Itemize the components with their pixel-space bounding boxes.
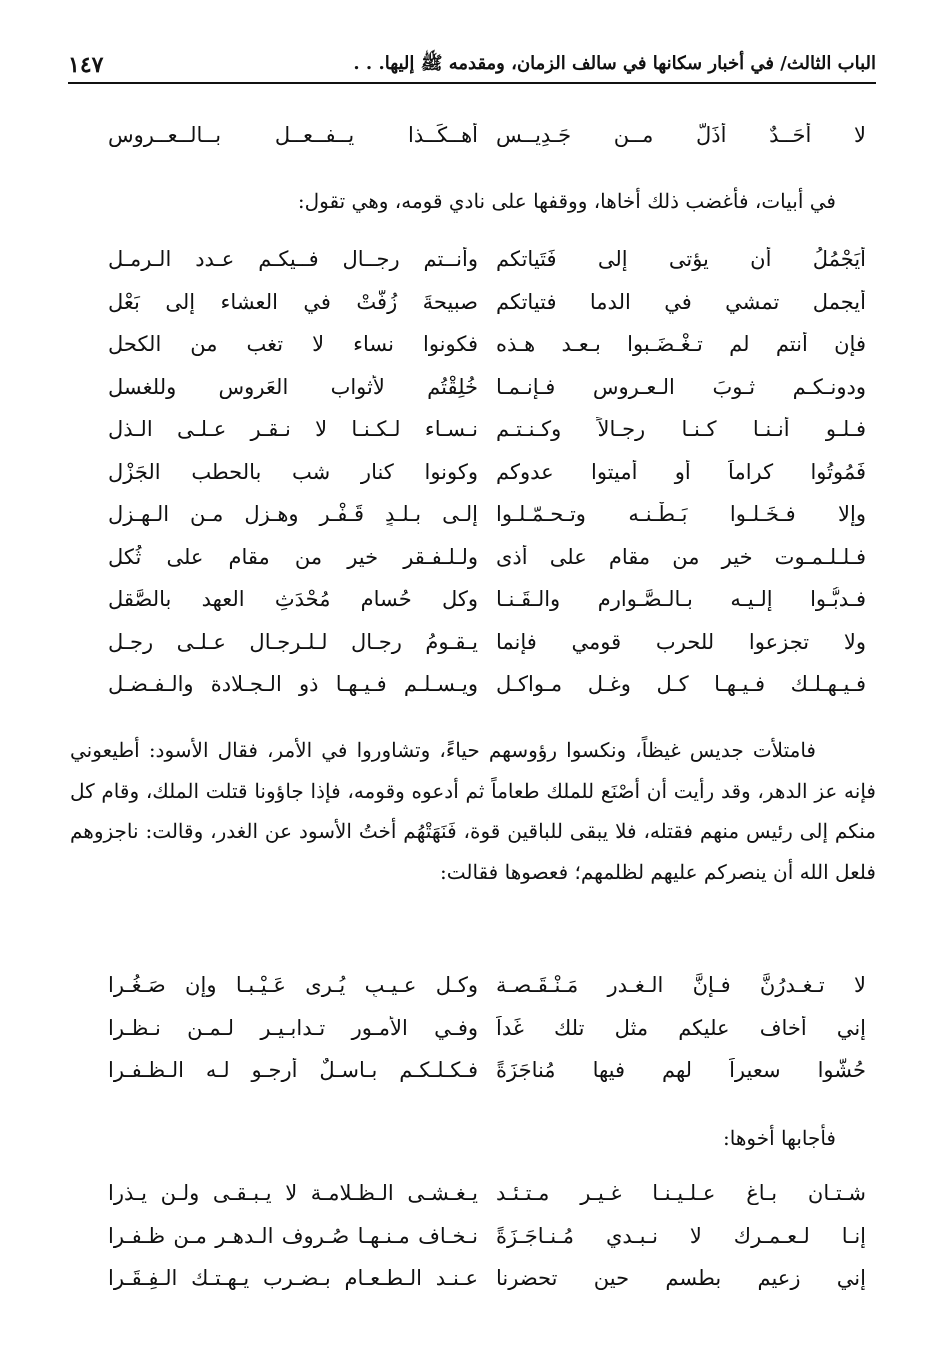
verse-second-hemistich: وكل حُسام مُحْدَثِ العهد بالصَّقلِ [108,587,478,612]
poem-1 [70,238,876,706]
verse-first-hemistich: فإن أنتم لم تـغْـضَـبوا بـعـد هـذه [496,332,866,357]
verse-line [70,1007,876,1050]
verse-line [70,1049,876,1092]
verse-second-hemistich: ولـلـفـقر خير من مقام على ثُكل [108,544,478,569]
verse-first-hemistich: شـتـان بـاغ عـلـيـنـا غـيـر مـتـئـد [496,1181,866,1206]
verse-first-hemistich: وإلا فـخَـلـوا بَـطْـنـه وتـحـمّـلـوا [496,502,866,527]
verse-first-hemistich: إنـا لـعـمـرك لا نـبـدي مُـنـاجَـزَةً [496,1223,866,1248]
verse-first-hemistich: فـلـو أنـنـا كـنـا رجـالاً وكـنـتـم [496,417,866,442]
verse-line [70,114,876,157]
verse-first-hemistich: فَمُوتُوا كراماً أو أميتوا عدوكم [496,459,866,484]
verse-second-hemistich: أهــكَــذا يــفــعــل بــالــعــروس [108,123,478,148]
reply-intro [70,1118,876,1158]
verse-second-hemistich: وكـل عـيـبٍ يُـرى عَـيْـبـا وإن صَـغُـرا [108,973,478,998]
verse-first-hemistich: حُشُّوا سعيراً لهم فيها مُناجَزَةً [496,1058,866,1083]
prose-paragraph [70,730,876,892]
verse-first-hemistich: أيَجْمُلُ أن يؤتى إلى فَتَياتكم [496,247,866,272]
verse-first-hemistich: فـلـلـمـوت خير من مقام على أذى [496,544,866,569]
verse-line [70,964,876,1007]
reply-intro-text: فأجابها أخوها: [723,1126,836,1150]
verse-first-hemistich: أيجمل تمشي في الدما فتياتكم [496,289,866,314]
verse-first-hemistich: فـدبُّـوا إلـيـه بـالـصَّـوارم والـقَـنـا [496,587,866,612]
verse-first-hemistich: لا تـغـدرُنَّ فـإنَّ الـغـدر مَـنْـقَـصـة [496,973,866,998]
verse-first-hemistich: إني أخاف عليكم مثل تلك غَداً [496,1015,866,1040]
verse-second-hemistich: نـخـاف مـنـهـا صُـروف الـدهـر مـن ظـفـرا [108,1223,478,1248]
prose-text [70,730,876,892]
page-number: ١٤٧ [68,52,104,78]
verse-line [70,408,876,451]
poem-2 [70,964,876,1092]
verse-line [70,1172,876,1215]
verse-second-hemistich: فـكـلـكـم بـاسـلٌ أرجـو لـه الـظـفـرا [108,1058,478,1083]
poem-2-lines [70,964,876,1092]
running-header [68,42,876,84]
verse-line [70,663,876,706]
verse-first-hemistich: إني زعيم بطسم حين تحضرنا [496,1266,866,1291]
verse-line [70,238,876,281]
verse-line [70,493,876,536]
poem-3-lines [70,1172,876,1300]
intro-line [70,180,876,222]
verse-second-hemistich: خُلِقْتُم لأثواب العَروسِ وللغسل [108,374,478,399]
verse-line [70,366,876,409]
opening-verse [70,114,876,157]
verse-line [70,1257,876,1300]
verse-second-hemistich: نـسـاء لـكـنـا لا نـقـر عـلـى الـذل [108,417,478,442]
verse-second-hemistich: صبيحةَ زُفّتْ في العشاء إلى بَعْلِ [108,289,478,314]
verse-line [70,621,876,664]
verse-line [70,281,876,324]
verse-line [70,1215,876,1258]
verse-second-hemistich: ويـسـلـم فـيـهـا ذو الـجـلادة والـفـضـل [108,672,478,697]
verse-second-hemistich: عـنـد الـطـعـام بـضـرب يـهـتـك الـفِـقَـرا [108,1266,478,1291]
verse-first-hemistich: لا أحَــدٌ أذَلّ مــن جَـدِيــس [496,123,866,148]
verse-line [70,451,876,494]
verse-second-hemistich: يـغـشـى الـظـلامـة لا يـبـقـى ولـن يـذرا [108,1181,478,1206]
prose-body: فامتلأت جديس غيظاً، ونكسوا رؤوسهم حياءً، وتشاوروا في الأمر، فقال الأسود: أطيعوني فإنه عز الدهر، وقد رأيت أن أصْنَع للملك طعاماً ثم أدعوه وقومه، فإذا جاؤونا قتلت الملك، وقام كل منكم إلى رئيس منهم فقتله، فلا يبقى للباقين قوة، فَنَهَتْهُم أختُ الأسود عن الغدر، وقالت: ناجزوهم فلعل الله أن ينصركم عليهم لظلمهم؛ فعصوها فقالت: [70,738,876,884]
verse-line [70,536,876,579]
verse-first-hemistich: فـيـهـلـك فـيـهـا كـل وغـل مـواكـل [496,672,866,697]
verse-line [70,578,876,621]
verse-second-hemistich: فكونوا نساء لا تغب من الكحل [108,332,478,357]
verse-second-hemistich: وأنــتم رجــال فــيكـم عـدد الـرمـل [108,247,478,272]
intro-text: في أبيات، فأغضب ذلك أخاها، ووقفها على نادي قومه، وهي تقول: [297,189,836,213]
verse-first-hemistich: ودونـكـم ثـوبَ الـعـروس فـإنـمـا [496,374,866,399]
verse-first-hemistich: ولا تجزعوا للحرب قومي فإنما [496,629,866,654]
verse-second-hemistich: وفـي الأمـور تـدابـيـر لـمـن نـظـرا [108,1015,478,1040]
verse-second-hemistich: وكونوا كنار شب بالحطب الجَزْلِ [108,459,478,484]
poem-3 [70,1172,876,1300]
verse-line [70,323,876,366]
verse-second-hemistich: يـقـومُ رجـال لـلـرجـال عـلـى رجـل [108,629,478,654]
chapter-title: الباب الثالث/ في أخبار سكانها في سالف الزمان، ومقدمه ﷺ إليها. . . [353,53,876,74]
poem-1-lines [70,238,876,706]
verse-second-hemistich: إلـى بـلـدٍ قَـفْـرٍ وهـزل مـن الـهـزل [108,502,478,527]
